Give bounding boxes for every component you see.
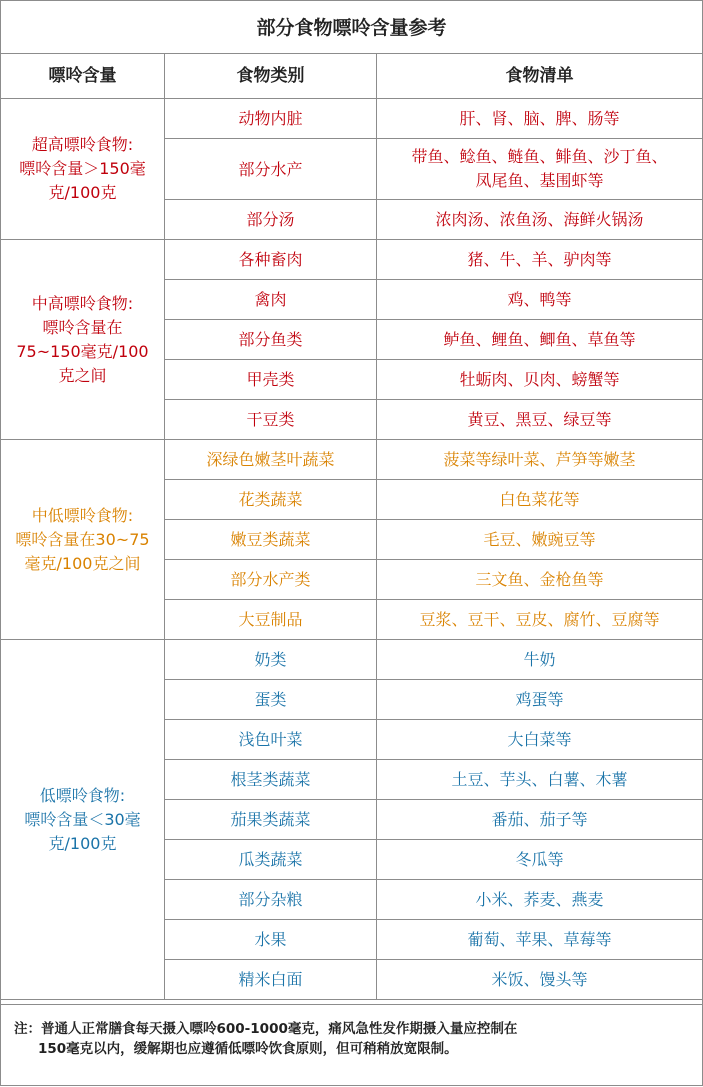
food-list-cell bbox=[377, 840, 703, 880]
food-category-cell: 甲壳类 bbox=[165, 360, 377, 400]
food-list-line: 带鱼、鲶鱼、鲢鱼、鲱鱼、沙丁鱼、 bbox=[411, 147, 668, 166]
food-category-cell: 动物内脏 bbox=[165, 99, 377, 139]
food-category-cell: 部分水产类 bbox=[165, 560, 377, 600]
food-list-line: 鲈鱼、鲤鱼、鲫鱼、草鱼等 bbox=[443, 330, 636, 349]
food-category-cell: 水果 bbox=[165, 920, 377, 960]
food-list-cell bbox=[377, 99, 703, 139]
food-category-cell: 部分水产 bbox=[165, 139, 377, 200]
page-title: 部分食物嘌呤含量参考 bbox=[256, 17, 447, 39]
table-row bbox=[1, 640, 703, 680]
purine-level-line: 克之间 bbox=[58, 365, 107, 385]
food-list-cell bbox=[377, 680, 703, 720]
header-food-category: 食物类别 bbox=[165, 54, 377, 99]
food-category-cell: 茄果类蔬菜 bbox=[165, 800, 377, 840]
food-list-line: 冬瓜等 bbox=[515, 850, 564, 869]
food-list-cell bbox=[377, 240, 703, 280]
header-purine-content: 嘌呤含量 bbox=[1, 54, 165, 99]
purine-level-line: 中高嘌呤食物: bbox=[31, 293, 134, 313]
food-list-cell bbox=[377, 720, 703, 760]
food-list-line: 猪、牛、羊、驴肉等 bbox=[467, 250, 612, 269]
food-list-cell bbox=[377, 200, 703, 240]
food-list-line: 番茄、茄子等 bbox=[491, 810, 588, 829]
food-list-line: 菠菜等绿叶菜、芦笋等嫩茎 bbox=[443, 450, 636, 469]
food-category-cell: 精米白面 bbox=[165, 960, 377, 1000]
food-list-cell bbox=[377, 920, 703, 960]
purine-level-cell bbox=[1, 99, 165, 240]
food-category-cell: 干豆类 bbox=[165, 400, 377, 440]
purine-level-line: 低嘌呤食物: bbox=[39, 785, 126, 805]
food-list-cell bbox=[377, 139, 703, 200]
table-row bbox=[1, 240, 703, 280]
purine-level-line: 嘌呤含量在 bbox=[42, 317, 123, 337]
purine-level-line: 嘌呤含量＞150毫 bbox=[19, 159, 146, 178]
food-list-cell bbox=[377, 960, 703, 1000]
footnote-text bbox=[14, 1019, 684, 1059]
food-list-cell bbox=[377, 480, 703, 520]
food-list-line: 葡萄、苹果、草莓等 bbox=[467, 930, 612, 949]
food-list-line: 三文鱼、金枪鱼等 bbox=[475, 570, 604, 589]
food-category-cell: 瓜类蔬菜 bbox=[165, 840, 377, 880]
purine-level-line: 嘌呤含量＜30毫 bbox=[24, 809, 141, 829]
food-list-cell bbox=[377, 520, 703, 560]
purine-table bbox=[0, 53, 703, 1000]
food-list-line: 小米、荞麦、燕麦 bbox=[475, 890, 604, 909]
purine-level-cell bbox=[1, 440, 165, 640]
footnote-line-1: 注：普通人正常膳食每天摄入嘌呤600-1000毫克，痛风急性发作期摄入量应控制在 bbox=[14, 1021, 518, 1037]
header-food-list: 食物清单 bbox=[377, 54, 703, 99]
food-category-cell: 浅色叶菜 bbox=[165, 720, 377, 760]
food-list-line: 牛奶 bbox=[523, 650, 556, 669]
table-row bbox=[1, 440, 703, 480]
table-header-row bbox=[1, 54, 703, 99]
purine-level-line: 75~150毫克/100 bbox=[16, 341, 149, 361]
food-category-cell: 花类蔬菜 bbox=[165, 480, 377, 520]
footnote bbox=[0, 1004, 703, 1087]
purine-level-line: 嘌呤含量在30~75 bbox=[15, 529, 150, 549]
food-category-cell: 蛋类 bbox=[165, 680, 377, 720]
food-category-cell: 大豆制品 bbox=[165, 600, 377, 640]
food-category-cell: 部分杂粮 bbox=[165, 880, 377, 920]
food-list-line: 鸡、鸭等 bbox=[507, 290, 572, 309]
footnote-line-2: 150毫克以内，缓解期也应遵循低嘌呤饮食原则，但可稍稍放宽限制。 bbox=[38, 1041, 458, 1057]
food-category-cell: 各种畜肉 bbox=[165, 240, 377, 280]
table-row bbox=[1, 99, 703, 139]
food-category-cell: 深绿色嫩茎叶蔬菜 bbox=[165, 440, 377, 480]
food-list-cell bbox=[377, 400, 703, 440]
food-list-line: 豆浆、豆干、豆皮、腐竹、豆腐等 bbox=[419, 610, 660, 629]
food-list-cell bbox=[377, 640, 703, 680]
food-list-line: 大白菜等 bbox=[507, 730, 572, 749]
food-category-cell: 嫩豆类蔬菜 bbox=[165, 520, 377, 560]
purine-level-cell bbox=[1, 640, 165, 1000]
food-list-cell bbox=[377, 360, 703, 400]
food-category-cell: 部分鱼类 bbox=[165, 320, 377, 360]
food-list-line: 土豆、芋头、白薯、木薯 bbox=[451, 770, 628, 789]
food-category-cell: 根茎类蔬菜 bbox=[165, 760, 377, 800]
purine-level-line: 超高嘌呤食物: bbox=[31, 135, 134, 154]
food-list-line: 黄豆、黑豆、绿豆等 bbox=[467, 410, 612, 429]
food-list-cell bbox=[377, 560, 703, 600]
food-category-cell: 奶类 bbox=[165, 640, 377, 680]
purine-level-cell bbox=[1, 240, 165, 440]
food-list-line: 鸡蛋等 bbox=[515, 690, 564, 709]
food-list-line: 凤尾鱼、基围虾等 bbox=[475, 171, 604, 190]
food-list-line: 肝、肾、脑、脾、肠等 bbox=[459, 109, 620, 128]
food-list-line: 毛豆、嫩豌豆等 bbox=[483, 530, 596, 549]
food-list-cell bbox=[377, 880, 703, 920]
food-list-cell bbox=[377, 320, 703, 360]
food-list-cell bbox=[377, 600, 703, 640]
purine-level-line: 毫克/100克之间 bbox=[24, 553, 141, 573]
food-list-line: 牡蛎肉、贝肉、螃蟹等 bbox=[459, 370, 620, 389]
food-list-line: 米饭、馒头等 bbox=[491, 970, 588, 989]
food-category-cell: 部分汤 bbox=[165, 200, 377, 240]
purine-level-line: 克/100克 bbox=[48, 183, 117, 202]
food-category-cell: 禽肉 bbox=[165, 280, 377, 320]
food-list-line: 白色菜花等 bbox=[499, 490, 580, 509]
food-list-cell bbox=[377, 280, 703, 320]
food-list-cell bbox=[377, 440, 703, 480]
food-list-cell bbox=[377, 800, 703, 840]
food-list-cell bbox=[377, 760, 703, 800]
purine-level-line: 克/100克 bbox=[48, 833, 117, 853]
food-list-line: 浓肉汤、浓鱼汤、海鲜火锅汤 bbox=[435, 210, 644, 229]
purine-level-line: 中低嘌呤食物: bbox=[31, 505, 134, 525]
table-body bbox=[1, 99, 703, 1000]
